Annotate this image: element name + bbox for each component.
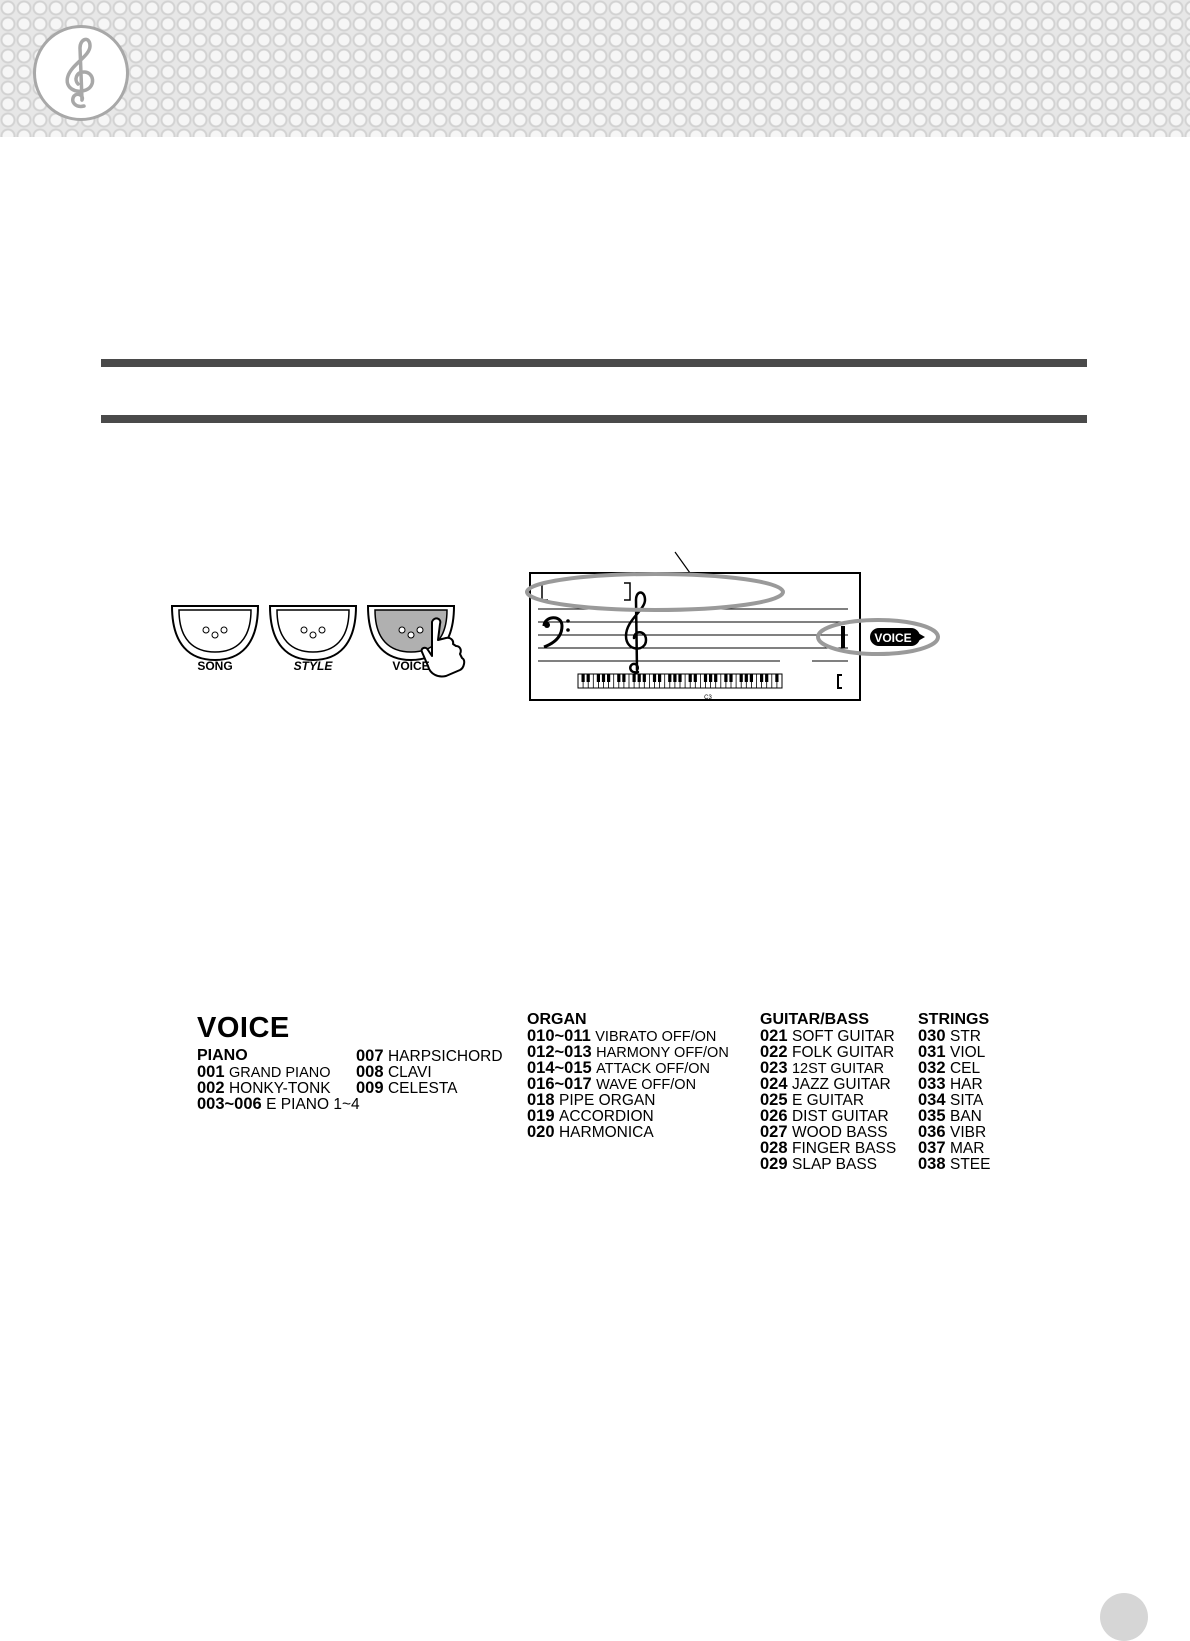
list-item: 032 CEL [918, 1059, 981, 1077]
list-item: 036 VIBR [918, 1123, 987, 1141]
voice-list-title: VOICE [197, 1012, 290, 1044]
voice-button-label: VOICE [392, 659, 430, 673]
list-item: 025 E GUITAR [760, 1091, 865, 1109]
list-item: 002 HONKY-TONK [197, 1079, 331, 1097]
list-item: 020 HARMONICA [527, 1123, 654, 1141]
list-item: 022 FOLK GUITAR [760, 1043, 895, 1061]
list-item: 028 FINGER BASS [760, 1139, 897, 1157]
list-item: 034 SITA [918, 1091, 984, 1109]
guitar-bass-heading: GUITAR/BASS [760, 1012, 870, 1028]
list-item: 009 CELESTA [356, 1079, 458, 1097]
section-rule-bottom [101, 415, 1087, 423]
list-item: 027 WOOD BASS [760, 1123, 888, 1141]
list-item: 037 MAR [918, 1139, 985, 1157]
list-item: 031 VIOL [918, 1043, 986, 1061]
mini-keyboard [578, 674, 782, 688]
list-item: 007 HARPSICHORD [356, 1047, 503, 1065]
song-button[interactable] [172, 606, 258, 660]
treble-clef-icon [33, 25, 129, 121]
voice-indicator [870, 628, 925, 646]
list-item: 014~015 ATTACK OFF/ON [527, 1059, 711, 1077]
strings-column [918, 1012, 992, 1172]
list-item: 029 SLAP BASS [760, 1155, 877, 1173]
piano-heading: PIANO [197, 1047, 248, 1064]
voice-list [197, 1012, 992, 1182]
list-item: 016~017 WAVE OFF/ON [527, 1075, 697, 1093]
list-item: 019 ACCORDION [527, 1107, 654, 1125]
piano-column [197, 1048, 331, 1096]
song-button-label: SONG [197, 659, 233, 673]
piano-column-2 [356, 1048, 503, 1096]
section-rule-top [101, 359, 1087, 367]
list-item: 021 SOFT GUITAR [760, 1027, 895, 1045]
list-item: 033 HAR [918, 1075, 983, 1093]
style-button-label: STYLE [293, 659, 333, 673]
list-item: 038 STEE [918, 1155, 991, 1172]
callout-line [675, 552, 690, 573]
lcd-display [500, 548, 980, 708]
list-item: 030 STR [918, 1027, 981, 1045]
list-item: 026 DIST GUITAR [760, 1107, 889, 1125]
panel-buttons [170, 600, 490, 680]
list-item: 023 12ST GUITAR [760, 1059, 885, 1077]
list-item: 003~006 E PIANO 1~4 [197, 1095, 360, 1113]
header-band [0, 0, 1190, 137]
page-number-dot [1100, 1593, 1148, 1641]
organ-column [527, 1012, 729, 1140]
list-item: 012~013 HARMONY OFF/ON [527, 1043, 729, 1061]
list-item: 001 GRAND PIANO [197, 1063, 331, 1081]
keyboard-c3-label: C3 [704, 695, 712, 701]
voice-indicator-label: VOICE [874, 631, 912, 645]
list-item: 035 BAN [918, 1107, 982, 1125]
strings-heading: STRINGS [918, 1012, 990, 1028]
organ-heading: ORGAN [527, 1012, 587, 1028]
list-item: 018 PIPE ORGAN [527, 1091, 656, 1109]
list-item: 024 JAZZ GUITAR [760, 1075, 891, 1093]
list-item: 008 CLAVI [356, 1063, 432, 1081]
guitar-bass-column [760, 1012, 896, 1172]
style-button[interactable] [270, 606, 356, 660]
list-item: 010~011 VIBRATO OFF/ON [527, 1027, 717, 1045]
